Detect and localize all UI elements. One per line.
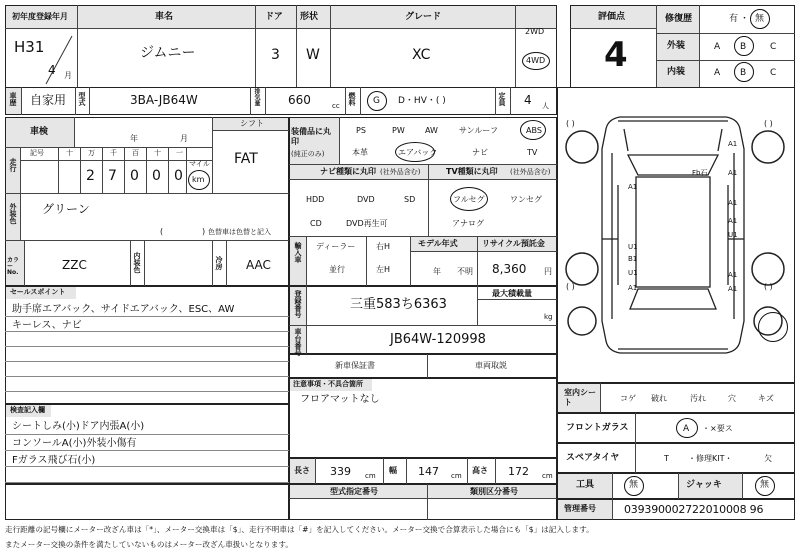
jack-value: 無 [760, 480, 770, 490]
import-lh: 左H [376, 265, 391, 274]
navi-item: DVD再生可 [346, 219, 388, 228]
shift-label: シフト [240, 119, 264, 128]
drive-2wd: 2WD [525, 27, 545, 36]
width-unit: cm [451, 472, 462, 480]
color-no-label: カラーNo. [7, 257, 20, 276]
spare-label: スペアタイヤ [566, 453, 620, 463]
equipment-item: エアバック [398, 148, 438, 157]
navi-item: SD [404, 195, 416, 204]
capacity-label: 定員 [498, 92, 506, 106]
model-year-unit: 年 [433, 267, 441, 276]
damage-mark: A1 [728, 271, 738, 279]
sales-point-line: キーレス、ナビ [12, 320, 82, 331]
yen-unit: 円 [544, 267, 552, 276]
mileage-digit: 0 [174, 168, 183, 184]
exterior-grade-b: B [740, 42, 747, 52]
shape-value: W [306, 47, 320, 63]
mile-label: マイル [189, 160, 210, 168]
diag-paren-bl: ( ) [566, 282, 575, 291]
equipment-sub: (純正のみ) [291, 150, 325, 158]
import-rh: 右H [376, 242, 391, 251]
category-value: 自家用 [30, 93, 67, 107]
first-reg-month: 4 [48, 63, 56, 77]
door-label: ドア [265, 12, 283, 22]
damage-mark: U1 [628, 243, 638, 251]
check-line: コンソールA(小)外装小傷有 [12, 438, 137, 449]
damage-mark: U1 [728, 231, 738, 239]
tv-sub: (社外品含む) [510, 168, 551, 176]
equipment-item: PW [392, 126, 405, 135]
exterior-label: 外装 [667, 41, 686, 51]
notes-label: 注意事項・不具合箇所 [293, 380, 363, 388]
sheet-damage-item: コゲ [620, 394, 636, 403]
damage-mark: A1 [728, 285, 738, 293]
mileage-digit-label: 記号 [30, 149, 44, 157]
type-designation-label: 型式指定番号 [330, 487, 378, 496]
footer-line-1: 走行距離の記号欄にメーター改ざん車は「*」、メーター交換車は「$」、走行不明車は「#」を記入してください。メーター交換で合算表示した場合にも「$」は記入します。 [5, 525, 594, 534]
color-note: 色替車は色替と記入 [208, 228, 271, 236]
navi-item: HDD [306, 195, 325, 204]
spare-t: T [664, 454, 669, 463]
score-value: 4 [604, 35, 628, 75]
recycle-label: リサイクル預託金 [482, 239, 545, 248]
mileage-digit-label: 十 [66, 149, 73, 157]
airbag-circle [395, 142, 438, 162]
damage-mark: A1 [728, 140, 738, 148]
repair-sep: ・ [740, 14, 750, 24]
sheet-damage-item: 破れ [651, 394, 667, 403]
displacement-value: 660 [288, 93, 311, 107]
navi-sub: (社外品含む) [380, 168, 421, 176]
model-year-unknown: 不明 [457, 267, 473, 276]
color-no-value: ZZC [62, 258, 87, 272]
height-label: 高さ [472, 466, 488, 475]
mileage-digit: 2 [86, 168, 95, 184]
mileage-digit: 0 [152, 168, 161, 184]
equipment-item: ABS [526, 126, 542, 135]
grade-value: XC [412, 47, 431, 63]
damage-mark: A1 [728, 217, 738, 225]
warranty-row [289, 354, 557, 378]
car-name-label: 車名 [155, 12, 174, 22]
mileage-digit-label: 十 [154, 149, 161, 157]
mileage-digit-label: 一 [176, 149, 183, 157]
import-label: 輸入車 [294, 242, 302, 263]
footer-line-2: またメーター交換の条件を満たしていないものはメーター改ざん車扱いとなります。 [5, 540, 293, 549]
fuel-g: G [373, 96, 380, 106]
tv-item: フルセグ [453, 195, 485, 204]
tv-item: アナログ [452, 219, 484, 228]
mileage-digit-label: 万 [88, 149, 95, 157]
color-note-open: ( [160, 227, 164, 236]
sheet-damage-item: 汚れ [690, 394, 706, 403]
diag-paren-br: ( ) [764, 282, 773, 291]
new-car-warranty: 新車保証書 [335, 361, 375, 370]
interior-grade-c: C [770, 68, 777, 78]
sheet-damage-item: 穴 [728, 394, 736, 403]
tools-label: 工具 [576, 480, 595, 490]
equipment-item: AW [425, 126, 438, 135]
score-label: 評価点 [598, 12, 626, 22]
car-name: ジムニー [140, 45, 196, 61]
interior-color-label: 内装色 [133, 252, 141, 273]
fuel-options: D・HV・( ) [398, 96, 446, 106]
car-manual: 車両取説 [475, 361, 507, 370]
spare-wheel-circle [758, 312, 788, 342]
car-diagram [558, 89, 794, 381]
interior-grade-a: A [714, 68, 721, 78]
month-unit: 月 [64, 71, 72, 80]
windshield-rest: ・×要ス [702, 424, 733, 433]
repair-label: 修復歴 [665, 14, 693, 24]
length-unit: cm [365, 472, 376, 480]
chassis-label: 車台番号 [294, 328, 302, 356]
sheet-damage-item: キズ [758, 394, 774, 403]
windshield-a: A [683, 424, 690, 434]
jack-label: ジャッキ [686, 480, 722, 490]
shaken-month-unit: 月 [180, 134, 188, 143]
row-model [5, 87, 557, 115]
damage-mark: U1 [628, 269, 638, 277]
import-dealer: ディーラー [316, 242, 356, 251]
check-line: Fガラス飛び石(小) [12, 455, 96, 466]
capacity-value: 4 [524, 93, 532, 107]
drive-4wd: 4WD [526, 56, 546, 65]
max-load-label: 最大積載量 [492, 289, 532, 298]
mgmt-value: 039390002722010008 96 [624, 503, 764, 516]
model-label: 型式 [78, 92, 86, 106]
check-label: 検査記入欄 [10, 406, 45, 414]
mileage-digit-label: 千 [110, 149, 117, 157]
damage-mark: Fb石 [692, 169, 708, 177]
exterior-grade-a: A [714, 42, 721, 52]
shaken-label: 車検 [30, 127, 49, 137]
km-label: km [192, 175, 205, 184]
left-bottom-filler [5, 484, 289, 520]
damage-mark: B1 [628, 255, 638, 263]
shaken-year-unit: 年 [130, 134, 138, 143]
fullseg-circle [450, 187, 488, 211]
grade-label: グレード [405, 12, 442, 22]
equipment-label: 装備品に丸印 [291, 127, 331, 146]
equipment-item: ナビ [472, 148, 488, 157]
person-unit: 人 [542, 102, 549, 110]
model-year-label: モデル年式 [418, 239, 458, 248]
registration-value: 三重583ち6363 [350, 297, 447, 312]
damage-mark: A1 [628, 284, 638, 292]
ac-value: AAC [246, 258, 271, 272]
navi-item: DVD [357, 195, 375, 204]
mileage-digit: 0 [130, 168, 139, 184]
sales-point-line: 助手席エアバック、サイドエアバック、ESC、AW [12, 304, 235, 315]
diag-paren-tr: ( ) [764, 119, 773, 128]
equipment-item: 本革 [352, 148, 368, 157]
abs-circle [520, 120, 546, 140]
shape-label: 形状 [300, 12, 319, 22]
category-label: 車歴 [9, 92, 17, 106]
damage-mark: A1 [728, 169, 738, 177]
damage-mark: A1 [628, 183, 638, 191]
width-value: 147 [418, 465, 439, 478]
interior-label: 内装 [667, 67, 686, 77]
displacement-label: 排気量 [253, 88, 260, 106]
first-reg-era: H31 [14, 38, 45, 56]
equipment-item: TV [527, 148, 538, 157]
model-value: 3BA-JB64W [130, 93, 198, 107]
length-value: 339 [330, 465, 351, 478]
color-value: グリーン [42, 202, 90, 216]
height-value: 172 [508, 465, 529, 478]
spare-none: 欠 [764, 454, 772, 463]
notes-value: フロアマットなし [300, 394, 380, 405]
repair-no: 無 [755, 14, 765, 24]
registration-label: 登録番号 [294, 290, 302, 318]
mileage-digit-label: 百 [132, 149, 139, 157]
door-count: 3 [271, 47, 280, 63]
tv-item: ワンセグ [510, 195, 542, 204]
diag-paren-tl: ( ) [566, 119, 575, 128]
import-parallel: 並行 [329, 265, 345, 274]
tv-label: TV種類に丸印 [446, 167, 498, 176]
class-number-label: 類別区分番号 [470, 487, 518, 496]
mileage-label: 走行 [9, 158, 17, 172]
chassis-value: JB64W-120998 [390, 332, 486, 347]
shift-value: FAT [234, 151, 258, 167]
exterior-grade-c: C [770, 42, 777, 52]
spare-kit: ・修理KIT・ [688, 454, 733, 463]
length-label: 長さ [294, 466, 310, 475]
interior-sheet-label: 室内シート [564, 388, 596, 407]
damage-mark: A1 [728, 199, 738, 207]
navi-item: CD [310, 219, 322, 228]
mgmt-label: 管理番号 [564, 504, 596, 513]
recycle-value: 8,360 [492, 262, 527, 276]
height-unit: cm [542, 472, 553, 480]
equipment-item: サンルーフ [459, 126, 498, 135]
interior-grade-b: B [740, 68, 747, 78]
fuel-label: 燃料 [348, 92, 356, 106]
tools-value: 無 [629, 480, 639, 490]
first-reg-label: 初年度登録年月 [12, 12, 68, 21]
check-line: シートしみ(小)ドア内張A(小) [12, 421, 145, 432]
ac-label: 冷房 [215, 256, 223, 270]
mileage-digit: 7 [108, 168, 117, 184]
navi-label: ナビ種類に丸印 [320, 167, 376, 176]
windshield-label: フロントガラス [566, 423, 629, 433]
color-label: 外装色 [9, 203, 17, 224]
cc-unit: cc [332, 102, 340, 110]
equipment-item: PS [356, 126, 366, 135]
sales-point-label: セールスポイント [10, 288, 66, 296]
date-slash [40, 28, 80, 88]
repair-yes: 有 [729, 14, 739, 24]
width-label: 幅 [389, 466, 397, 475]
kg-unit: kg [544, 313, 553, 321]
color-note-close: ) [202, 227, 206, 236]
